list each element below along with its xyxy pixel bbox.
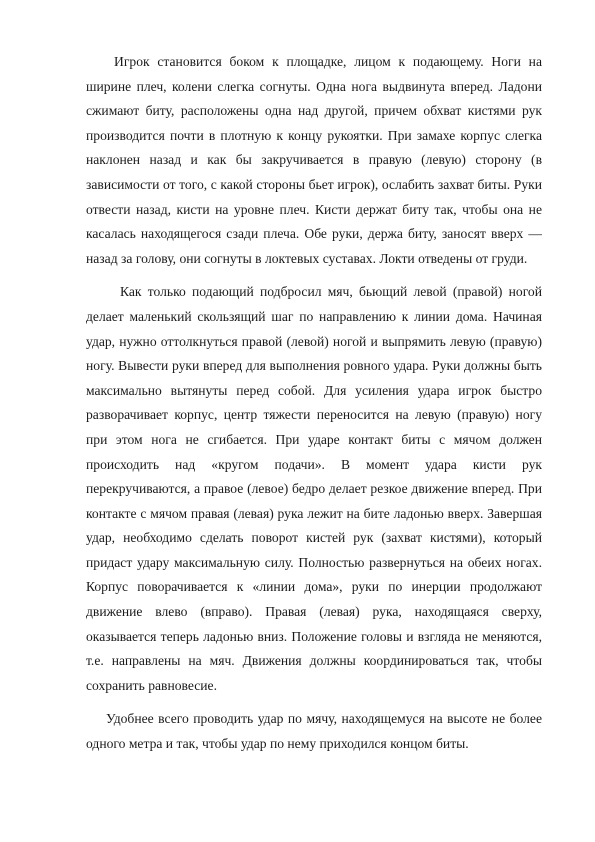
body-text [86,50,542,757]
paragraph-stance: Игрок становится боком к площадке, лицом к подающему. Ноги на ширине плеч, колени слегка согнуты. Одна нога выдвинута вперед. Ладони сжимают биту, расположены одна над другой, причем обхват кистями рук производится почти в плотную к концу рукоятки. При замахе корпус слегка наклонен назад и как бы закручивается в правую (левую) сторону (в зависимости от того, с какой стороны бьет игрок), ослабить захват биты. Руки отвести назад, кисти на уровне плеч. Кисти держат биту так, чтобы она не касалась находящегося сзади плеча. Обе руки, держа биту, заносят вверх — назад за голову, они согнуты в локтевых суставах. Локти отведены от груди. [86,54,542,266]
paragraph-advice: Удобнее всего проводить удар по мячу, находящемуся на высоте не более одного метра и так, чтобы удар по нему приходился концом биты. [86,711,542,752]
paragraph-strike: Как только подающий подбросил мяч, бьющий левой (правой) ногой делает маленький скользящий шаг по направлению к линии дома. Начиная удар, нужно оттолкнуться правой (левой) ногой и выпрямить левую (правую) ногу. Вывести руки вперед для выполнения ровного удара. Руки должны быть максимально вытянуты перед собой. Для усиления удара игрок быстро разворачивает корпус, центр тяжести переносится на левую (правую) ногу при этом нога не сгибается. При ударе контакт биты с мячом должен происходить над «кругом подачи». В момент удара кисти рук перекручиваются, а правое (левое) бедро делает резкое движение вперед. При контакте с мячом правая (левая) рука лежит на бите ладонью вверх. Завершая удар, необходимо сделать поворот кистей рук (захват кистями), который придаст удару максимальную силу. Полностью развернуться на обеих ногах. Корпус поворачивается к «линии дома», руки по инерции продолжают движение влево (вправо). Правая (левая) рука, находящаяся сверху, оказывается теперь ладонью вниз. Положение головы и взгляда не меняются, т.е. направлены на мяч. Движения должны координироваться так, чтобы сохранить равновесие. [86,284,542,693]
